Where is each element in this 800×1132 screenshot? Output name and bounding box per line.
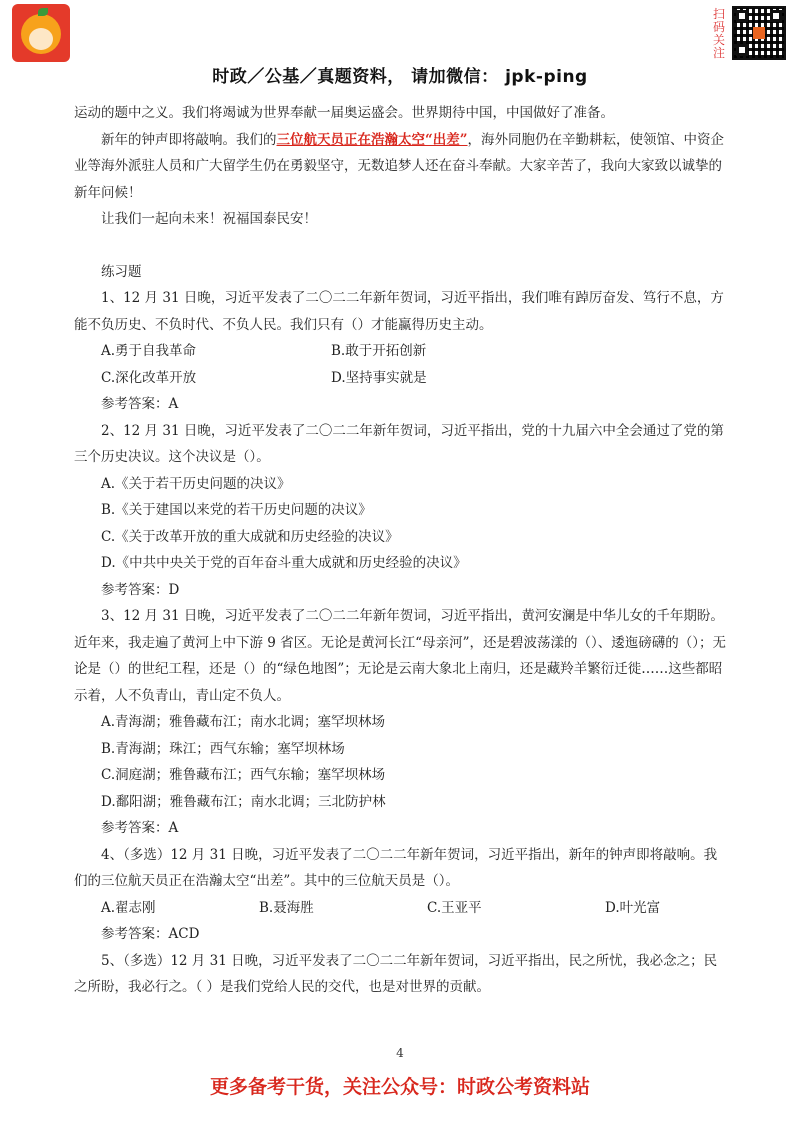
q3-option-a: A.青海湖；雅鲁藏布江；南水北调；塞罕坝林场 [101, 714, 386, 730]
question-4-text: 4、（多选）12 月 31 日晚，习近平发表了二〇二二年新年贺词，习近平指出，新年的钟声即将敲响。我们的三位航天员正在浩瀚太空“出差”。其中的三位航天员是（）。 [74, 846, 718, 889]
q2-answer: 参考答案：D [101, 581, 180, 598]
q4-option-d: D.叶光富 [605, 899, 661, 916]
q2-option-d: D.《中共中央关于党的百年奋斗重大成就和历史经验的决议》 [101, 555, 467, 571]
q3-option-c: C.洞庭湖；雅鲁藏布江；西气东输；塞罕坝林场 [101, 767, 386, 783]
scan-label: 扫码关注 [712, 7, 725, 60]
closing-line: 让我们一起向未来！祝福国泰民安！ [101, 211, 317, 227]
question-1-options-row-2 [74, 365, 726, 392]
q4-option-c: C.王亚平 [427, 899, 482, 916]
q1-option-b: B.敢于开拓创新 [331, 343, 427, 359]
highlighted-phrase: 三位航天员正在浩瀚太空“出差” [276, 131, 468, 148]
page-number: 4 [396, 1046, 404, 1060]
q1-answer: 参考答案：A [101, 396, 179, 412]
q3-answer: 参考答案：A [101, 820, 179, 836]
question-4-options-row [74, 895, 726, 922]
question-1-text: 1、12 月 31 日晚，习近平发表了二〇二二年新年贺词，习近平指出，我们唯有踔厉奋发、笃行不息，方能不负历史、不负时代、不负人民。我们只有（）才能赢得历史主动。 [74, 290, 724, 333]
q4-option-a: A.翟志刚 [101, 899, 156, 916]
question-2-text: 2、12 月 31 日晚，习近平发表了二〇二二年新年贺词，习近平指出，党的十九届六中全会通过了党的第三个历史决议。这个决议是（）。 [74, 422, 724, 465]
section-title: 练习题 [101, 263, 142, 280]
question-5-text: 5、（多选）12 月 31 日晚，习近平发表了二〇二二年新年贺词，习近平指出，民之所忧，我必念之；民之所盼，我必行之。（ ）是我们党给人民的交代，也是对世界的贡献。 [74, 952, 718, 995]
q2-option-b: B.《关于建国以来党的若干历史问题的决议》 [101, 502, 372, 518]
orange-mascot-icon [12, 4, 70, 62]
q3-option-d: D.鄱阳湖；雅鲁藏布江；南水北调；三北防护林 [101, 793, 386, 810]
q1-option-c: C.深化改革开放 [101, 369, 197, 386]
header-title: 时政／公基／真题资料， 请加微信： jpk-ping [212, 67, 588, 87]
q4-option-b: B.聂海胜 [259, 899, 314, 916]
q2-option-a: A.《关于若干历史问题的决议》 [101, 475, 291, 492]
intro-line: 运动的题中之义。我们将竭诚为世界奉献一届奥运盛会。世界期待中国，中国做好了准备。 [74, 105, 614, 121]
new-year-paragraph: 新年的钟声即将敲响。我们的三位航天员正在浩瀚太空“出差”，海外同胞仍在辛勤耕耘，使领馆、中资企业等海外派驻人员和广大留学生仍在勇毅坚守，无数追梦人还在奋斗奉献。大家辛苦了，我向大家致以诚挚的新年问候！ [74, 131, 725, 201]
q1-option-d: D.坚持事实就是 [331, 369, 427, 386]
question-1-options-row-1 [74, 338, 726, 365]
footer-banner: 更多备考干货，关注公众号：时政公考资料站 [209, 1076, 590, 1098]
q4-answer: 参考答案：ACD [101, 926, 200, 942]
q3-option-b: B.青海湖；珠江；西气东输；塞罕坝林场 [101, 740, 345, 757]
qr-code-icon [732, 6, 786, 60]
question-3-text: 3、12 月 31 日晚，习近平发表了二〇二二年新年贺词，习近平指出，黄河安澜是中华儿女的千年期盼。近年来，我走遍了黄河上中下游 9 省区。无论是黄河长江“母亲河”，还是碧波荡漾的（）、逶迤磅礴的（）；无论是（）的世纪工程，还是（）的“绿色地图”；无论是云南大象北上南归，还是藏羚羊繁衍迁徙……这些都昭示着，人不负青山，青山定不负人。 [74, 608, 726, 704]
document-body [74, 100, 726, 1001]
q2-option-c: C.《关于改革开放的重大成就和历史经验的决议》 [101, 528, 399, 545]
q1-option-a: A.勇于自我革命 [101, 343, 197, 359]
